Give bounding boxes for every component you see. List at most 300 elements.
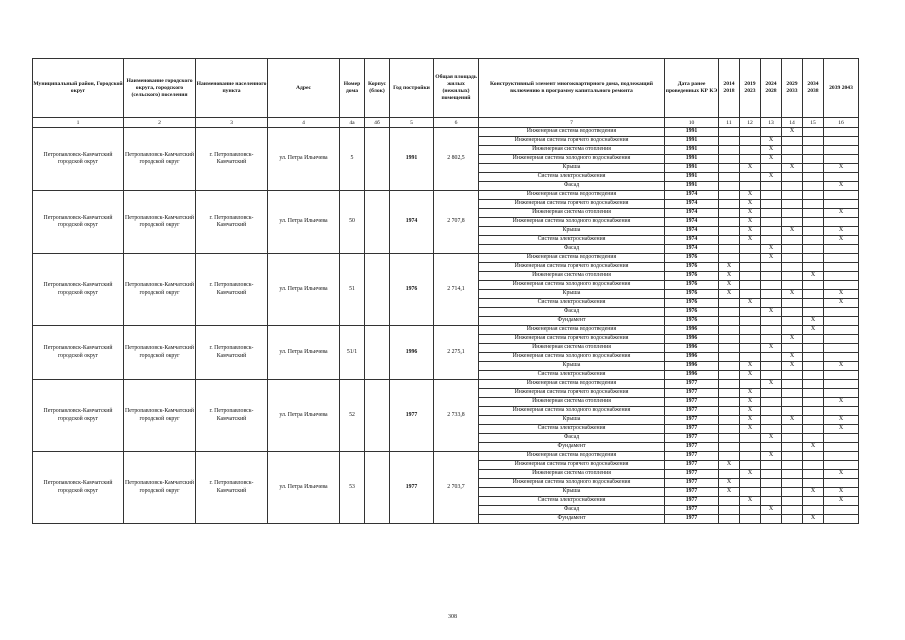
- previous-repair-date-cell: 1976: [665, 290, 719, 299]
- settlement-cell: Петропавловск-Камчатский городской округ: [124, 326, 196, 380]
- period-mark-cell: [803, 137, 824, 146]
- period-mark-cell: X: [824, 227, 859, 236]
- element-name-cell: Фасад: [479, 308, 665, 317]
- period-mark-cell: [761, 407, 782, 416]
- period-mark-cell: [824, 407, 859, 416]
- period-mark-cell: X: [824, 398, 859, 407]
- previous-repair-date-cell: 1996: [665, 335, 719, 344]
- period-mark-cell: [761, 236, 782, 245]
- period-mark-cell: [740, 515, 761, 524]
- period-mark-cell: [761, 497, 782, 506]
- period-mark-cell: [803, 416, 824, 425]
- column-header: Корпус (блок): [365, 59, 390, 118]
- period-mark-cell: X: [803, 317, 824, 326]
- period-mark-cell: [719, 245, 740, 254]
- period-mark-cell: [803, 344, 824, 353]
- period-mark-cell: [740, 290, 761, 299]
- address-cell: ул. Петра Ильичева: [268, 128, 340, 191]
- period-mark-cell: [740, 452, 761, 461]
- previous-repair-date-cell: 1977: [665, 443, 719, 452]
- period-mark-cell: [824, 281, 859, 290]
- period-mark-cell: [824, 308, 859, 317]
- element-name-cell: Инженерная система горячего водоснабжения: [479, 335, 665, 344]
- period-mark-cell: [719, 209, 740, 218]
- period-mark-cell: [719, 506, 740, 515]
- period-mark-cell: [803, 281, 824, 290]
- period-mark-cell: [803, 200, 824, 209]
- district-cell: Петропавловск-Камчатский городской округ: [33, 191, 124, 254]
- period-mark-cell: [803, 128, 824, 137]
- period-mark-cell: [782, 461, 803, 470]
- build-year-cell: 1991: [390, 128, 434, 191]
- period-mark-cell: [719, 416, 740, 425]
- period-mark-cell: [740, 128, 761, 137]
- period-mark-cell: X: [761, 173, 782, 182]
- period-mark-cell: [782, 263, 803, 272]
- period-mark-cell: [740, 254, 761, 263]
- period-mark-cell: X: [803, 443, 824, 452]
- period-mark-cell: [761, 470, 782, 479]
- period-mark-cell: [803, 389, 824, 398]
- period-mark-cell: X: [761, 434, 782, 443]
- period-mark-cell: X: [740, 389, 761, 398]
- period-mark-cell: [740, 434, 761, 443]
- previous-repair-date-cell: 1991: [665, 137, 719, 146]
- period-mark-cell: [803, 407, 824, 416]
- period-mark-cell: [761, 416, 782, 425]
- element-name-cell: Система электроснабжения: [479, 371, 665, 380]
- period-mark-cell: X: [824, 362, 859, 371]
- period-mark-cell: [740, 272, 761, 281]
- period-mark-cell: [761, 479, 782, 488]
- period-mark-cell: [782, 200, 803, 209]
- period-mark-cell: [740, 488, 761, 497]
- period-mark-cell: [761, 389, 782, 398]
- period-mark-cell: [740, 155, 761, 164]
- period-mark-cell: X: [740, 470, 761, 479]
- table-header-row: [33, 59, 859, 118]
- period-mark-cell: [824, 515, 859, 524]
- column-number: 4а: [340, 118, 365, 128]
- period-mark-cell: [740, 506, 761, 515]
- previous-repair-date-cell: 1977: [665, 416, 719, 425]
- period-mark-cell: [782, 137, 803, 146]
- period-mark-cell: [719, 182, 740, 191]
- period-mark-cell: [824, 245, 859, 254]
- period-mark-cell: [740, 146, 761, 155]
- column-header: Общая площадь жилых (нежилых) помещений: [434, 59, 479, 118]
- element-name-cell: Инженерная система водоотведения: [479, 380, 665, 389]
- period-mark-cell: X: [803, 272, 824, 281]
- column-header: Номер дома: [340, 59, 365, 118]
- period-mark-cell: [719, 497, 740, 506]
- element-name-cell: Крыша: [479, 290, 665, 299]
- period-mark-cell: X: [761, 380, 782, 389]
- house-number-cell: 51/1: [340, 326, 365, 380]
- district-cell: Петропавловск-Камчатский городской округ: [33, 380, 124, 452]
- settlement-cell: Петропавловск-Камчатский городской округ: [124, 191, 196, 254]
- period-mark-cell: [761, 263, 782, 272]
- block-cell: [365, 326, 390, 380]
- period-mark-cell: X: [740, 416, 761, 425]
- period-mark-cell: [782, 299, 803, 308]
- period-mark-cell: [719, 371, 740, 380]
- period-mark-cell: [803, 470, 824, 479]
- repair-program-table: [32, 58, 859, 524]
- period-mark-cell: [803, 218, 824, 227]
- column-header: 2034 2038: [803, 59, 824, 118]
- previous-repair-date-cell: 1976: [665, 263, 719, 272]
- period-mark-cell: [782, 281, 803, 290]
- previous-repair-date-cell: 1976: [665, 281, 719, 290]
- element-name-cell: Фундамент: [479, 515, 665, 524]
- district-cell: Петропавловск-Камчатский городской округ: [33, 128, 124, 191]
- period-mark-cell: [803, 497, 824, 506]
- previous-repair-date-cell: 1974: [665, 191, 719, 200]
- period-mark-cell: [761, 209, 782, 218]
- previous-repair-date-cell: 1976: [665, 272, 719, 281]
- period-mark-cell: [761, 461, 782, 470]
- period-mark-cell: X: [824, 497, 859, 506]
- total-area-cell: 2 802,5: [434, 128, 479, 191]
- period-mark-cell: [803, 236, 824, 245]
- previous-repair-date-cell: 1976: [665, 254, 719, 263]
- locality-cell: г. Петропавловск-Камчатский: [196, 326, 268, 380]
- column-number: 3: [196, 118, 268, 128]
- element-name-cell: Крыша: [479, 416, 665, 425]
- period-mark-cell: X: [782, 290, 803, 299]
- period-mark-cell: [803, 263, 824, 272]
- period-mark-cell: [761, 371, 782, 380]
- period-mark-cell: [719, 317, 740, 326]
- column-header: 2039 2043: [824, 59, 859, 118]
- period-mark-cell: [740, 443, 761, 452]
- element-name-cell: Инженерная система холодного водоснабжения: [479, 218, 665, 227]
- previous-repair-date-cell: 1974: [665, 227, 719, 236]
- period-mark-cell: [761, 281, 782, 290]
- period-mark-cell: [803, 146, 824, 155]
- period-mark-cell: [803, 425, 824, 434]
- column-header: Наименование городского округа, городского (сельского) поселения: [124, 59, 196, 118]
- period-mark-cell: X: [824, 470, 859, 479]
- column-number: 5: [390, 118, 434, 128]
- previous-repair-date-cell: 1991: [665, 182, 719, 191]
- previous-repair-date-cell: 1977: [665, 506, 719, 515]
- district-cell: Петропавловск-Камчатский городской округ: [33, 254, 124, 326]
- period-mark-cell: [719, 200, 740, 209]
- period-mark-cell: [824, 263, 859, 272]
- period-mark-cell: X: [824, 164, 859, 173]
- period-mark-cell: [824, 452, 859, 461]
- period-mark-cell: [803, 371, 824, 380]
- element-name-cell: Инженерная система холодного водоснабжения: [479, 353, 665, 362]
- element-name-cell: Инженерная система водоотведения: [479, 128, 665, 137]
- column-number: 6: [434, 118, 479, 128]
- period-mark-cell: X: [782, 362, 803, 371]
- period-mark-cell: [761, 317, 782, 326]
- period-mark-cell: [719, 452, 740, 461]
- element-name-cell: Крыша: [479, 164, 665, 173]
- period-mark-cell: [719, 236, 740, 245]
- period-mark-cell: [782, 497, 803, 506]
- settlement-cell: Петропавловск-Камчатский городской округ: [124, 128, 196, 191]
- column-header: 2024 2028: [761, 59, 782, 118]
- element-name-cell: Инженерная система холодного водоснабжения: [479, 407, 665, 416]
- table-row: [33, 191, 859, 200]
- table-row: [33, 128, 859, 137]
- period-mark-cell: [824, 155, 859, 164]
- period-mark-cell: [719, 155, 740, 164]
- period-mark-cell: X: [719, 488, 740, 497]
- address-cell: ул. Петра Ильичева: [268, 452, 340, 524]
- build-year-cell: 1976: [390, 254, 434, 326]
- column-number: 15: [803, 118, 824, 128]
- period-mark-cell: [719, 398, 740, 407]
- element-name-cell: Инженерная система горячего водоснабжения: [479, 200, 665, 209]
- period-mark-cell: [803, 245, 824, 254]
- period-mark-cell: [803, 452, 824, 461]
- address-cell: ул. Петра Ильичева: [268, 326, 340, 380]
- period-mark-cell: [803, 164, 824, 173]
- element-name-cell: Крыша: [479, 488, 665, 497]
- period-mark-cell: [803, 299, 824, 308]
- build-year-cell: 1977: [390, 380, 434, 452]
- column-header: Конструктивный элемент многоквартирного дома, подлежащий включению в программу капитального ремонта: [479, 59, 665, 118]
- period-mark-cell: [782, 407, 803, 416]
- period-mark-cell: [761, 443, 782, 452]
- element-name-cell: Система электроснабжения: [479, 236, 665, 245]
- previous-repair-date-cell: 1977: [665, 407, 719, 416]
- element-name-cell: Инженерная система водоотведения: [479, 326, 665, 335]
- period-mark-cell: X: [740, 362, 761, 371]
- period-mark-cell: [761, 398, 782, 407]
- period-mark-cell: [740, 317, 761, 326]
- element-name-cell: Крыша: [479, 362, 665, 371]
- period-mark-cell: [761, 200, 782, 209]
- element-name-cell: Инженерная система отопления: [479, 344, 665, 353]
- previous-repair-date-cell: 1991: [665, 155, 719, 164]
- period-mark-cell: [782, 209, 803, 218]
- period-mark-cell: [761, 335, 782, 344]
- element-name-cell: Инженерная система отопления: [479, 146, 665, 155]
- period-mark-cell: [719, 389, 740, 398]
- previous-repair-date-cell: 1977: [665, 479, 719, 488]
- period-mark-cell: [782, 236, 803, 245]
- period-mark-cell: X: [740, 218, 761, 227]
- element-name-cell: Фасад: [479, 434, 665, 443]
- period-mark-cell: X: [740, 398, 761, 407]
- previous-repair-date-cell: 1974: [665, 218, 719, 227]
- period-mark-cell: [719, 362, 740, 371]
- period-mark-cell: [761, 191, 782, 200]
- period-mark-cell: [761, 272, 782, 281]
- element-name-cell: Инженерная система водоотведения: [479, 191, 665, 200]
- period-mark-cell: [824, 326, 859, 335]
- period-mark-cell: [782, 434, 803, 443]
- period-mark-cell: X: [761, 137, 782, 146]
- period-mark-cell: [782, 191, 803, 200]
- locality-cell: г. Петропавловск-Камчатский: [196, 254, 268, 326]
- address-cell: ул. Петра Ильичева: [268, 191, 340, 254]
- period-mark-cell: X: [761, 506, 782, 515]
- period-mark-cell: X: [719, 479, 740, 488]
- previous-repair-date-cell: 1977: [665, 389, 719, 398]
- period-mark-cell: [782, 326, 803, 335]
- period-mark-cell: [824, 200, 859, 209]
- element-name-cell: Инженерная система отопления: [479, 470, 665, 479]
- period-mark-cell: [824, 443, 859, 452]
- period-mark-cell: [719, 227, 740, 236]
- period-mark-cell: X: [740, 425, 761, 434]
- period-mark-cell: [824, 254, 859, 263]
- period-mark-cell: X: [761, 155, 782, 164]
- build-year-cell: 1996: [390, 326, 434, 380]
- period-mark-cell: [719, 299, 740, 308]
- period-mark-cell: [824, 380, 859, 389]
- previous-repair-date-cell: 1977: [665, 434, 719, 443]
- period-mark-cell: [782, 344, 803, 353]
- period-mark-cell: [761, 227, 782, 236]
- period-mark-cell: [740, 182, 761, 191]
- element-name-cell: Инженерная система холодного водоснабжения: [479, 155, 665, 164]
- period-mark-cell: X: [782, 416, 803, 425]
- period-mark-cell: X: [740, 299, 761, 308]
- element-name-cell: Инженерная система горячего водоснабжения: [479, 461, 665, 470]
- period-mark-cell: [782, 308, 803, 317]
- block-cell: [365, 452, 390, 524]
- period-mark-cell: [782, 470, 803, 479]
- district-cell: Петропавловск-Камчатский городской округ: [33, 326, 124, 380]
- total-area-cell: 2 703,7: [434, 452, 479, 524]
- period-mark-cell: [782, 506, 803, 515]
- period-mark-cell: [782, 479, 803, 488]
- period-mark-cell: X: [719, 263, 740, 272]
- period-mark-cell: [803, 182, 824, 191]
- build-year-cell: 1977: [390, 452, 434, 524]
- period-mark-cell: [761, 425, 782, 434]
- previous-repair-date-cell: 1976: [665, 308, 719, 317]
- period-mark-cell: [719, 128, 740, 137]
- period-mark-cell: [761, 299, 782, 308]
- previous-repair-date-cell: 1974: [665, 200, 719, 209]
- column-number: 16: [824, 118, 859, 128]
- block-cell: [365, 380, 390, 452]
- previous-repair-date-cell: 1996: [665, 353, 719, 362]
- period-mark-cell: X: [740, 227, 761, 236]
- previous-repair-date-cell: 1991: [665, 164, 719, 173]
- period-mark-cell: [782, 452, 803, 461]
- period-mark-cell: [761, 326, 782, 335]
- period-mark-cell: [719, 425, 740, 434]
- period-mark-cell: X: [824, 236, 859, 245]
- settlement-cell: Петропавловск-Камчатский городской округ: [124, 452, 196, 524]
- column-number: 4б: [365, 118, 390, 128]
- period-mark-cell: [740, 335, 761, 344]
- house-number-cell: 50: [340, 191, 365, 254]
- period-mark-cell: X: [824, 425, 859, 434]
- period-mark-cell: [740, 380, 761, 389]
- period-mark-cell: [761, 353, 782, 362]
- previous-repair-date-cell: 1977: [665, 461, 719, 470]
- period-mark-cell: [740, 479, 761, 488]
- period-mark-cell: [803, 209, 824, 218]
- column-number: 11: [719, 118, 740, 128]
- previous-repair-date-cell: 1977: [665, 488, 719, 497]
- period-mark-cell: X: [782, 335, 803, 344]
- period-mark-cell: [782, 425, 803, 434]
- period-mark-cell: [719, 515, 740, 524]
- period-mark-cell: X: [740, 164, 761, 173]
- element-name-cell: Система электроснабжения: [479, 425, 665, 434]
- locality-cell: г. Петропавловск-Камчатский: [196, 380, 268, 452]
- repair-program-sheet: [32, 58, 858, 524]
- element-name-cell: Инженерная система отопления: [479, 209, 665, 218]
- total-area-cell: 2 275,1: [434, 326, 479, 380]
- column-number: 13: [761, 118, 782, 128]
- period-mark-cell: [740, 173, 761, 182]
- period-mark-cell: [803, 434, 824, 443]
- previous-repair-date-cell: 1991: [665, 173, 719, 182]
- period-mark-cell: [824, 344, 859, 353]
- period-mark-cell: X: [803, 515, 824, 524]
- period-mark-cell: [803, 362, 824, 371]
- period-mark-cell: X: [803, 326, 824, 335]
- period-mark-cell: X: [824, 290, 859, 299]
- total-area-cell: 2 707,8: [434, 191, 479, 254]
- period-mark-cell: X: [719, 290, 740, 299]
- element-name-cell: Инженерная система отопления: [479, 272, 665, 281]
- period-mark-cell: [824, 137, 859, 146]
- settlement-cell: Петропавловск-Камчатский городской округ: [124, 254, 196, 326]
- table-row: [33, 452, 859, 461]
- period-mark-cell: [761, 488, 782, 497]
- period-mark-cell: [782, 380, 803, 389]
- column-header: Муниципальный район, Городской округ: [33, 59, 124, 118]
- period-mark-cell: [782, 272, 803, 281]
- block-cell: [365, 254, 390, 326]
- period-mark-cell: [782, 173, 803, 182]
- period-mark-cell: [761, 515, 782, 524]
- column-number: 4: [268, 118, 340, 128]
- period-mark-cell: [782, 389, 803, 398]
- period-mark-cell: X: [782, 128, 803, 137]
- period-mark-cell: [782, 515, 803, 524]
- period-mark-cell: [782, 398, 803, 407]
- period-mark-cell: [719, 335, 740, 344]
- column-number: 12: [740, 118, 761, 128]
- period-mark-cell: [824, 434, 859, 443]
- column-header: 2014 2018: [719, 59, 740, 118]
- period-mark-cell: [824, 389, 859, 398]
- column-header: 2029 2033: [782, 59, 803, 118]
- period-mark-cell: [824, 317, 859, 326]
- district-cell: Петропавловск-Камчатский городской округ: [33, 452, 124, 524]
- column-header: Дата ранее проведенных КР КЭ: [665, 59, 719, 118]
- period-mark-cell: [719, 443, 740, 452]
- previous-repair-date-cell: 1996: [665, 362, 719, 371]
- period-mark-cell: [824, 173, 859, 182]
- period-mark-cell: [719, 254, 740, 263]
- period-mark-cell: [719, 407, 740, 416]
- block-cell: [365, 191, 390, 254]
- period-mark-cell: X: [740, 200, 761, 209]
- element-name-cell: Система электроснабжения: [479, 299, 665, 308]
- period-mark-cell: [719, 308, 740, 317]
- total-area-cell: 2 733,8: [434, 380, 479, 452]
- period-mark-cell: [782, 371, 803, 380]
- period-mark-cell: [719, 218, 740, 227]
- table-row: [33, 254, 859, 263]
